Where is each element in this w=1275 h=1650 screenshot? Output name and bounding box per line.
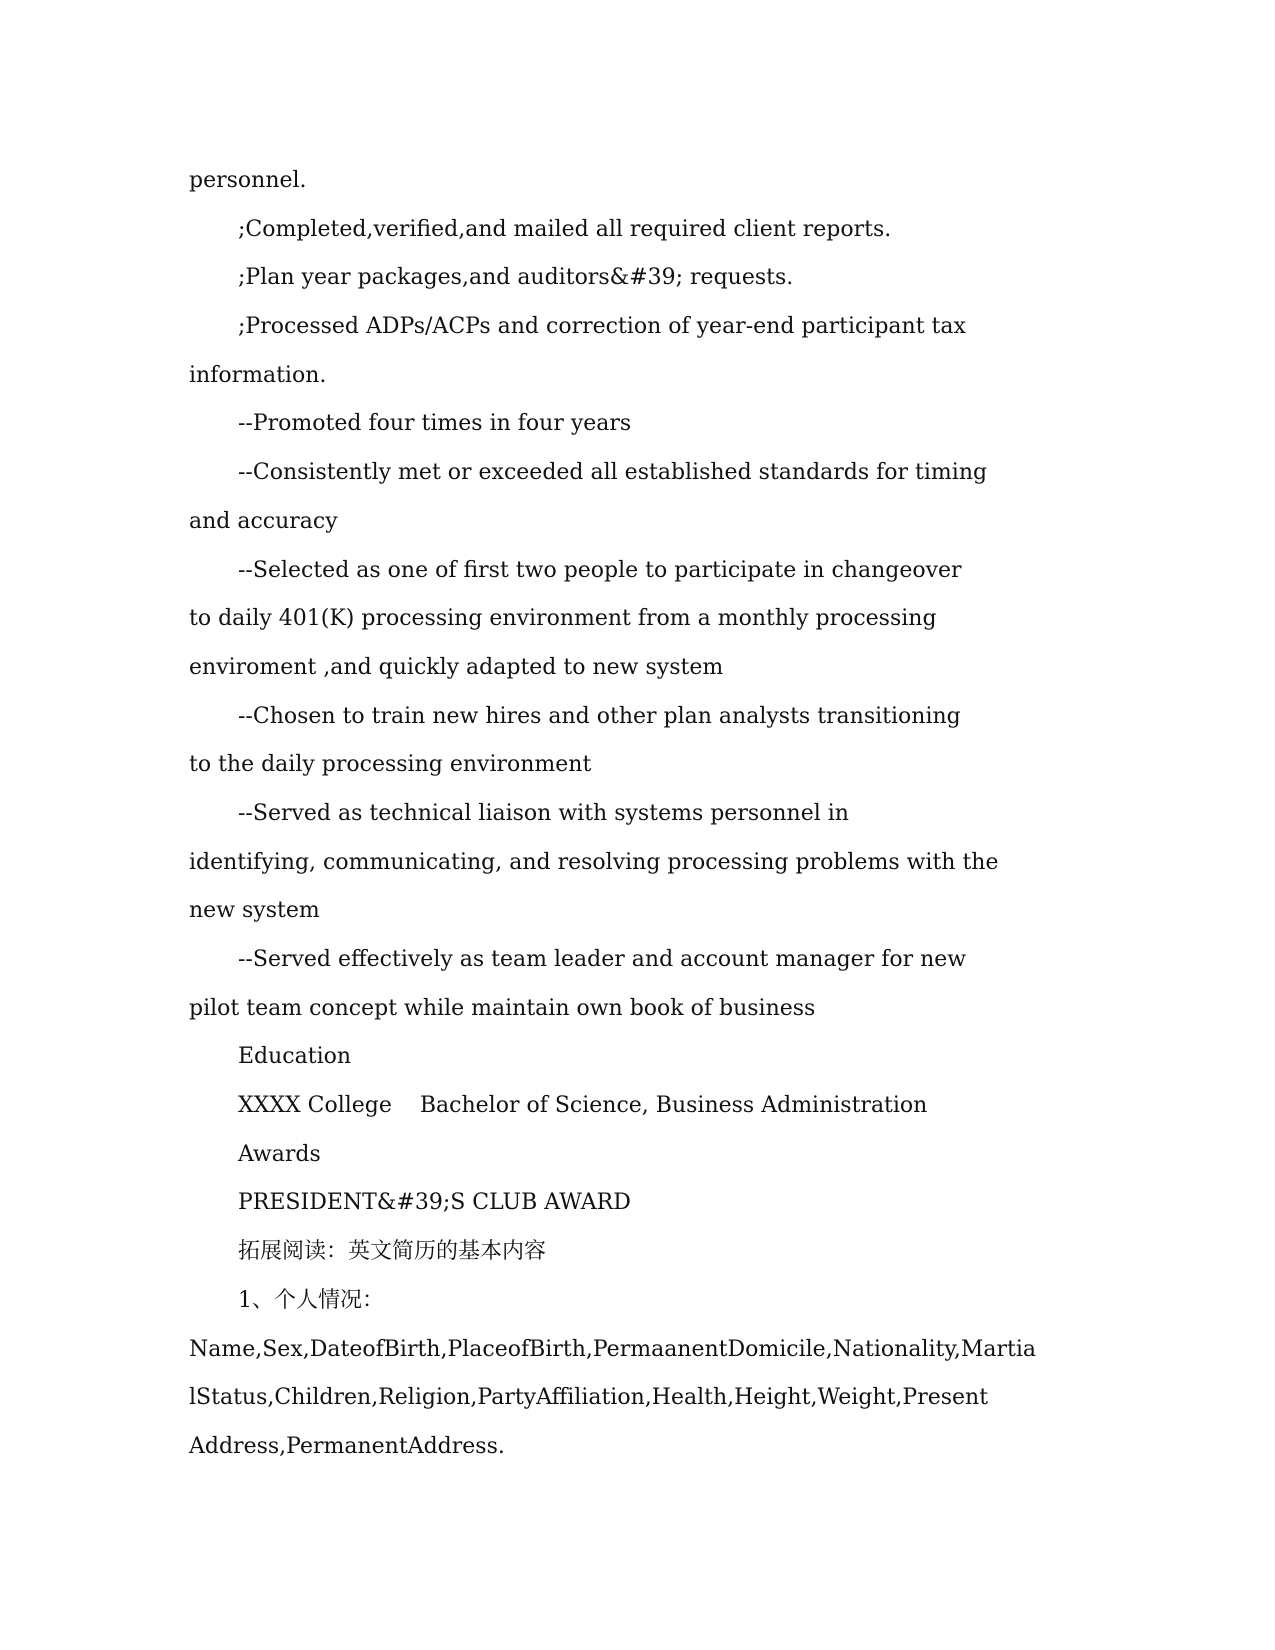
text-line: --Served effectively as team leader and account manager for new xyxy=(238,947,967,972)
text-line: Name,Sex,DateofBirth,PlaceofBirth,PermaanentDomicile,Nationality,Martia xyxy=(189,1336,1037,1362)
text-line: new system xyxy=(189,898,320,924)
document-body xyxy=(189,157,1079,1472)
extended-reading-heading: 拓展阅读：英文简历的基本内容 xyxy=(238,1239,547,1265)
text-line: ;Plan year packages,and auditors&#39; requests. xyxy=(238,265,794,291)
section-heading-awards: Awards xyxy=(238,1141,321,1167)
text-line: ;Completed,verified,and mailed all required client reports. xyxy=(238,216,892,242)
award-entry: PRESIDENT&#39;S CLUB AWARD xyxy=(238,1190,631,1216)
text-line: to the daily processing environment xyxy=(189,752,592,778)
text-line: lStatus,Children,Religion,PartyAffiliation,Health,Height,Weight,Present xyxy=(189,1385,989,1411)
text-line: identifying, communicating, and resolving processing problems with the xyxy=(189,849,999,875)
text-line: to daily 401(K) processing environment from a monthly processing xyxy=(189,606,937,632)
text-line: --Consistently met or exceeded all established standards for timing xyxy=(238,460,988,486)
text-line: --Served as technical liaison with systems personnel in xyxy=(238,800,849,826)
education-entry: XXXX College Bachelor of Science, Business Administration xyxy=(238,1093,928,1119)
text-line: --Promoted four times in four years xyxy=(238,411,632,437)
text-line: Address,PermanentAddress. xyxy=(189,1433,505,1459)
section-heading-education: Education xyxy=(238,1044,352,1070)
text-line: pilot team concept while maintain own book of business xyxy=(189,995,816,1021)
text-line: --Selected as one of first two people to participate in changeover xyxy=(238,557,962,583)
text-line: ;Processed ADPs/ACPs and correction of year-end participant tax xyxy=(238,314,966,340)
text-line: --Chosen to train new hires and other plan analysts transitioning xyxy=(238,703,961,729)
text-line: personnel. xyxy=(189,168,307,193)
text-line: enviroment ,and quickly adapted to new system xyxy=(189,654,724,680)
text-line: information. xyxy=(189,362,327,388)
personal-info-heading: 1、个人情况： xyxy=(238,1287,384,1313)
text-line: and accuracy xyxy=(189,508,338,534)
